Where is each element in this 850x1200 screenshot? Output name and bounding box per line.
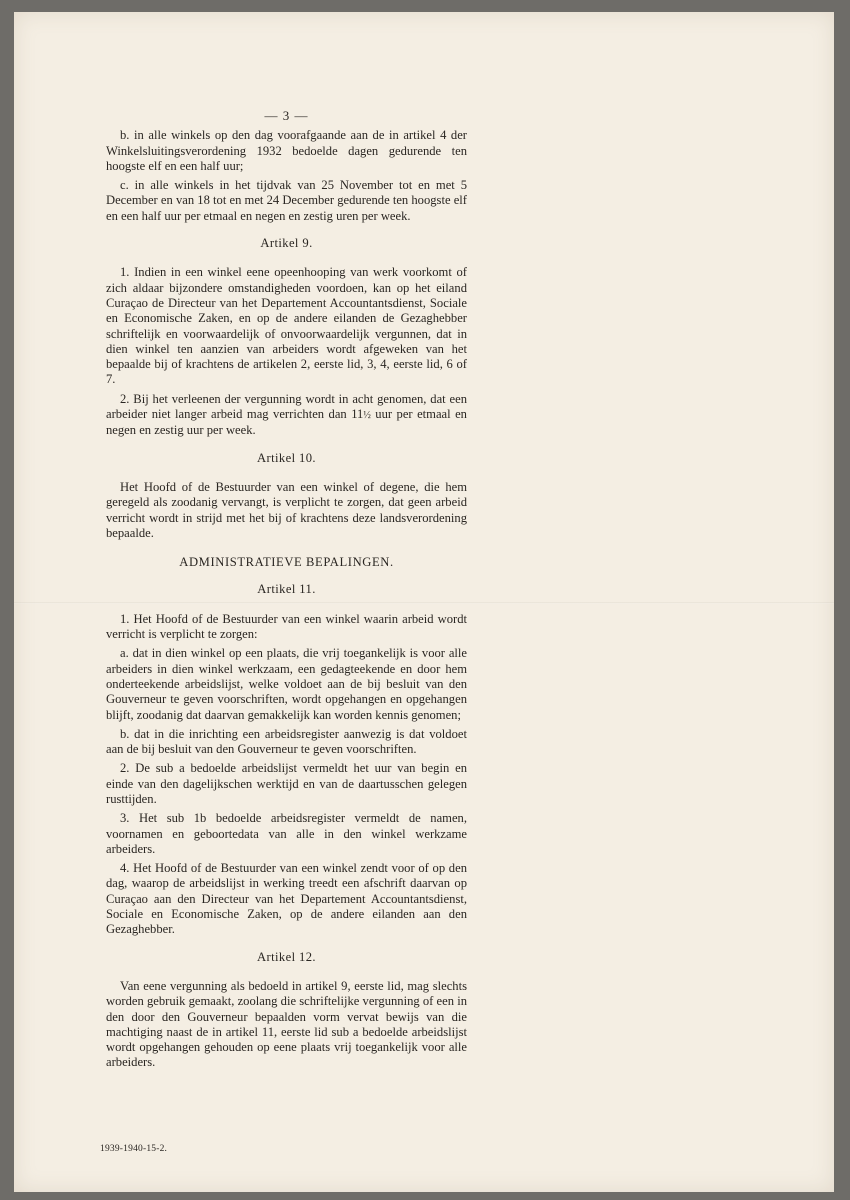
artikel-12-heading: Artikel 12. — [257, 949, 316, 964]
artikel-9-p2-rest: uur per etmaal en negen en zestig uur per week. — [106, 407, 467, 438]
page-number: — 3 — — [264, 108, 309, 123]
artikel-11-paragraph: 1. Het Hoofd of de Bestuurder van een winkel waarin arbeid wordt verricht is verplicht te zorgen: — [106, 611, 467, 642]
artikel-9-p2-text: 2. Bij het verleenen der vergunning wordt in acht genomen, dat een arbeider niet langer arbeid mag verrichten dan 11 — [106, 391, 467, 422]
artikel-10-heading: Artikel 10. — [257, 450, 316, 465]
text-column — [106, 108, 467, 1075]
artikel-12-paragraph-1: Van eene vergunning als bedoeld in artikel 9, eerste lid, mag slechts worden gebruik gemaakt, zoolang die schriftelijke vergunning of een in den door den Gouverneur bepaalden vorm vervat bewijs van die machtiging naast de in artikel 11, eerste lid sub a bedoelde arbeidslijst wordt opgehangen gehouden op eene plaats vrij toegankelijk voor alle arbeiders. — [106, 978, 467, 1070]
artikel-11-heading: Artikel 11. — [257, 582, 316, 597]
artikel-11-paragraph: b. dat in die inrichting een arbeidsregister aanwezig is dat voldoet aan de bij besluit van den Gouverneur te geven voorschriften. — [106, 726, 467, 757]
artikel-9-paragraph-2 — [106, 392, 467, 439]
fraction-half: ½ — [363, 410, 371, 422]
artikel-10-paragraph-1: Het Hoofd of de Bestuurder van een winkel of degene, die hem geregeld als zoodanig vervangt, is verplicht te zorgen, dat geen arbeid verricht wordt in strijd met het bij of krachtens deze landsverordening bepaalde. — [106, 479, 467, 540]
document-page — [14, 12, 834, 1192]
artikel-11-paragraph: 2. De sub a bedoelde arbeidslijst vermeldt het uur van begin en einde van den dagelijkschen werktijd en van de daartusschen gelegen rusttijden. — [106, 761, 467, 806]
artikel-9-heading: Artikel 9. — [260, 236, 313, 251]
print-code: 1939-1940-15-2. — [100, 1144, 168, 1154]
artikel-11-paragraph: 3. Het sub 1b bedoelde arbeidsregister vermeldt de namen, voornamen en geboortedata van alle in den winkel werkzame arbeiders. — [106, 811, 467, 856]
paragraph-b: b. in alle winkels op den dag voorafgaande aan de in artikel 4 der Winkelsluitingsverordening 1932 bedoelde dagen gedurende ten hoogste elf en een half uur; — [106, 128, 467, 173]
artikel-11-paragraph: a. dat in dien winkel op een plaats, die vrij toegankelijk is voor alle arbeiders in dien winkel werkzaam, een gedagteekende en door hem onderteekende arbeidslijst, welke voldoet aan de bij besluit van den Gouverneur te geven voorschriften, wordt opgehangen en opgehangen blijft, zoodanig dat daarvan gemakkelijk kan worden kennis genomen; — [106, 646, 467, 722]
artikel-9-paragraph-1: 1. Indien in een winkel eene opeenhooping van werk voorkomt of zich aldaar bijzondere omstandigheden voordoen, kan op het eiland Curaçao de Directeur van het Departement Accountantsdienst, Sociale en Economische Zaken, en op de andere eilanden de Gezaghebber schriftelijk en voorwaardelijk of onvoorwaardelijk vergunnen, dat in dien winkel ten aanzien van arbeiders wordt afgeweken van het bepaalde bij of krachtens de artikelen 2, eerste lid, 3, 4, eerste lid, 6 of 7. — [106, 265, 467, 387]
paragraph-c: c. in alle winkels in het tijdvak van 25 November tot en met 5 December en van 18 tot en met 24 December gedurende ten hoogste elf en een half uur per etmaal en negen en zestig uren per week. — [106, 178, 467, 223]
artikel-11-paragraph: 4. Het Hoofd of de Bestuurder van een winkel zendt voor of op den dag, waarop de arbeidslijst in werking treedt een afschrift daarvan op Curaçao aan den Directeur van het Departement Accountantsdienst, Sociale en Economische Zaken, op de andere eilanden aan den Gezaghebber. — [106, 861, 467, 937]
section-heading: ADMINISTRATIEVE BEPALINGEN. — [179, 555, 394, 570]
